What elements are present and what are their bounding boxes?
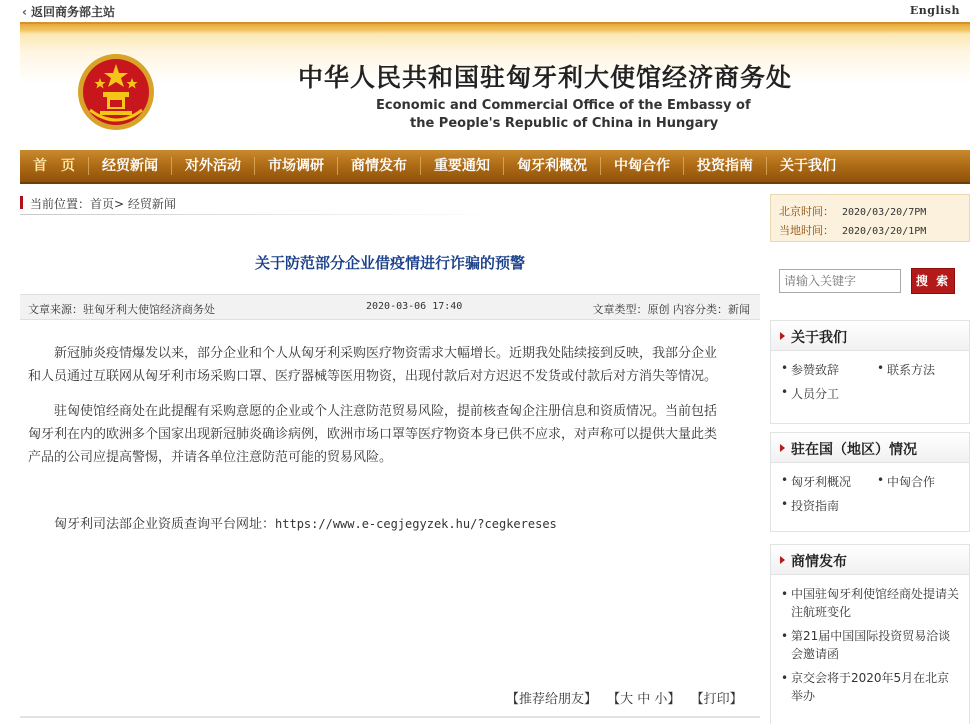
back-link-label: 返回商务部主站 — [30, 5, 115, 19]
breadcrumb-marker — [20, 196, 23, 209]
breadcrumb — [20, 192, 760, 216]
article-title: 关于防范部分企业借疫情进行诈骗的预警 — [254, 254, 525, 272]
nav-item-external-activities[interactable]: 对外活动 — [185, 158, 241, 174]
article-date: 2020-03-06 17:40 — [366, 301, 463, 312]
site-title-english-line1: Economic and Commercial Office of the Embassy of — [376, 98, 751, 113]
nav-item-home[interactable]: 首 页 — [33, 158, 75, 174]
panel-link-staff-duties[interactable]: • 人员分工 — [779, 385, 875, 402]
nav-item-china-hungary-cooperation[interactable]: 中匈合作 — [614, 158, 670, 174]
article-paragraph: 驻匈使馆经商处在此提醒有采购意愿的企业或个人注意防范贸易风险，提前核查匈企注册信息和资质情况。当前包括匈牙利在内的欧洲多个国家出现新冠肺炎确诊病例，欧洲市场口罩等医疗物资本身已供不应求，对声称可以提供大量此类产品的公司应提高警惕，并请各单位注意防范可能的贸易风险。 — [28, 404, 718, 465]
english-link[interactable]: English — [909, 4, 960, 17]
panel-link-cooperation[interactable]: • 中匈合作 — [875, 473, 971, 490]
back-to-ministry-link[interactable] — [22, 3, 115, 20]
search-button[interactable]: 搜 索 — [911, 268, 955, 294]
local-time-value: 2020/03/20/1PM — [842, 226, 927, 237]
article-paragraph: 新冠肺炎疫情爆发以来，部分企业和个人从匈牙利采购医疗物资需求大幅增长。近期我处陆续接到反映，我部分企业和人员通过互联网从匈牙利市场采购口罩、医疗器械等医用物资，出现付款后对方迟迟不发货或付款后对方消失等情况。 — [28, 346, 718, 384]
panel-body — [771, 575, 969, 717]
main-nav — [20, 150, 970, 184]
beijing-time-row — [779, 203, 926, 219]
search-input[interactable] — [779, 269, 901, 293]
header-banner — [20, 22, 970, 150]
triangle-right-icon — [780, 556, 785, 564]
site-title-chinese: 中华人民共和国驻匈牙利大使馆经济商务处 — [298, 63, 793, 92]
panel-link-contact[interactable]: • 联系方法 — [875, 361, 971, 378]
triangle-right-icon — [780, 332, 785, 340]
article-tools — [506, 688, 749, 707]
nav-item-trade-news[interactable]: 经贸新闻 — [102, 158, 158, 174]
recommend-to-friend-link[interactable]: 【推荐给朋友】 — [506, 692, 598, 707]
beijing-time-label: 北京时间： — [779, 205, 834, 218]
panel-header — [771, 433, 969, 463]
triangle-right-icon — [780, 444, 785, 452]
query-platform-line — [28, 513, 722, 536]
article-type: 文章类型：原创 内容分类：新闻 — [592, 303, 750, 316]
content-bottom-divider — [20, 716, 760, 718]
top-utility-bar — [0, 0, 978, 22]
article-body — [28, 342, 722, 548]
panel-link-hungary-overview[interactable]: • 匈牙利概况 — [779, 473, 875, 490]
panel-title[interactable]: 关于我们 — [791, 330, 847, 346]
panel-title[interactable]: 商情发布 — [791, 554, 847, 570]
panel-body — [771, 463, 969, 520]
print-link[interactable]: 【打印】 — [690, 692, 743, 707]
list-item[interactable]: • 第21届中国国际投资贸易洽谈会邀请函 — [779, 627, 961, 663]
host-country-panel — [770, 432, 970, 532]
beijing-time-value: 2020/03/20/7PM — [842, 207, 927, 218]
nav-item-investment-guide[interactable]: 投资指南 — [697, 158, 753, 174]
query-platform-label: 匈牙利司法部企业资质查询平台网址： — [54, 517, 276, 532]
nav-item-market-research[interactable]: 市场调研 — [268, 158, 324, 174]
article-source: 文章来源：驻匈牙利大使馆经济商务处 — [28, 303, 215, 316]
font-size-switch[interactable]: 【大 中 小】 — [607, 692, 681, 707]
site-title-english-line2: the People's Republic of China in Hungary — [410, 116, 719, 131]
nav-item-notices[interactable]: 重要通知 — [434, 158, 490, 174]
panel-link-counselor-speech[interactable]: • 参赞致辞 — [779, 361, 875, 378]
local-time-label: 当地时间： — [779, 224, 834, 237]
about-us-panel — [770, 320, 970, 424]
panel-link-investment-guide[interactable]: • 投资指南 — [779, 497, 875, 514]
panel-header — [771, 545, 969, 575]
local-time-row — [779, 222, 926, 238]
list-item[interactable]: • 京交会将于2020年5月在北京举办 — [779, 669, 961, 705]
article-meta-bar — [20, 294, 760, 320]
query-platform-url[interactable]: https://www.e-cegjegyzek.hu/?cegkereses — [275, 517, 557, 531]
breadcrumb-divider — [20, 214, 500, 215]
time-box — [770, 194, 970, 242]
business-info-panel — [770, 544, 970, 724]
nav-item-about-us[interactable]: 关于我们 — [780, 158, 836, 174]
panel-title[interactable]: 驻在国（地区）情况 — [791, 442, 917, 458]
list-item[interactable]: • 中国驻匈牙利使馆经商处提请关注航班变化 — [779, 585, 961, 621]
panel-header — [771, 321, 969, 351]
nav-item-business-info[interactable]: 商情发布 — [351, 158, 407, 174]
chevron-left-icon: ‹ — [22, 5, 27, 19]
panel-body — [771, 351, 969, 408]
nav-item-hungary-overview[interactable]: 匈牙利概况 — [517, 158, 587, 174]
breadcrumb-text[interactable]: 当前位置：首页> 经贸新闻 — [30, 197, 176, 211]
national-emblem-icon — [76, 52, 156, 132]
